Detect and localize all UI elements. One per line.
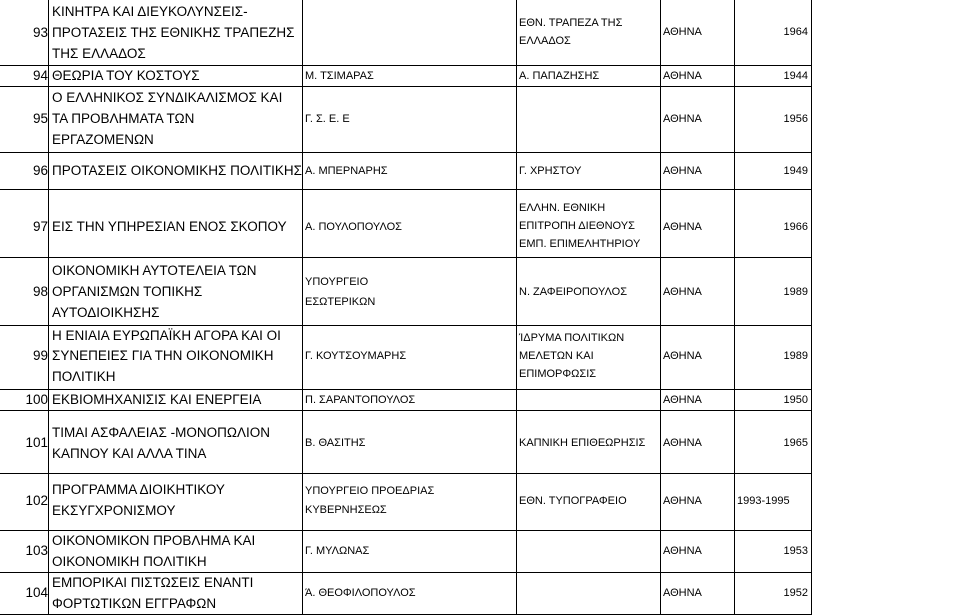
row-number: 103 bbox=[25, 543, 48, 558]
city: ΑΘΗΝΑ bbox=[663, 26, 702, 38]
table-row bbox=[0, 474, 812, 531]
row-number: 98 bbox=[32, 284, 48, 299]
title-line: ΕΚΒΙΟΜΗΧΑΝΙΣΙΣ ΚΑΙ ΕΝΕΡΓΕΙΑ bbox=[52, 392, 262, 407]
year: 1953 bbox=[783, 545, 808, 557]
title-line: ΤΗΣ ΕΛΛΑΔΟΣ bbox=[52, 46, 146, 61]
title-line: ΟΙΚΟΝΟΜΙΚΗ ΑΥΤΟΤΕΛΕΙΑ ΤΩΝ bbox=[52, 263, 257, 278]
publisher-line: ΚΑΠΝΙΚΗ ΕΠΙΘΕΩΡΗΣΙΣ bbox=[519, 437, 646, 449]
title-line: ΚΑΠΝΟΥ ΚΑΙ ΑΛΛΑ ΤΙΝΑ bbox=[52, 446, 207, 461]
table-row bbox=[0, 0, 812, 66]
table-row bbox=[0, 258, 812, 326]
title-line: ΕΜΠΟΡΙΚΑΙ ΠΙΣΤΩΣΕΙΣ ΕΝΑΝΤΙ bbox=[52, 575, 254, 590]
title-line: ΚΙΝΗΤΡΑ ΚΑΙ ΔΙΕΥΚΟΛΥΝΣΕΙΣ- bbox=[52, 4, 248, 19]
city: ΑΘΗΝΑ bbox=[663, 495, 702, 507]
publisher-line: ΕΜΠ. ΕΠΙΜΕΛΗΤΗΡΙΟΥ bbox=[519, 238, 641, 250]
city: ΑΘΗΝΑ bbox=[663, 286, 702, 298]
author: Α. ΠΟΥΛΟΠΟΥΛΟΣ bbox=[305, 221, 402, 233]
row-number: 99 bbox=[32, 348, 48, 363]
title-line: ΟΡΓΑΝΙΣΜΩΝ ΤΟΠΙΚΗΣ bbox=[52, 284, 203, 299]
author: Β. ΘΑΣΙΤΗΣ bbox=[305, 437, 366, 449]
title-line: ΦΟΡΤΩΤΙΚΩΝ ΕΓΓΡΑΦΩΝ bbox=[52, 596, 217, 611]
publisher-line: ΕΘΝ. ΤΥΠΟΓΡΑΦΕΙΟ bbox=[519, 495, 627, 507]
year: 1964 bbox=[783, 26, 808, 38]
row-number: 104 bbox=[25, 585, 48, 600]
year: 1993-1995 bbox=[737, 495, 790, 507]
year: 1944 bbox=[783, 70, 808, 82]
author: Γ. ΚΟΥΤΣΟΥΜΑΡΗΣ bbox=[305, 350, 407, 362]
table-row bbox=[0, 190, 812, 258]
table-row bbox=[0, 390, 812, 411]
title-line: ΟΙΚΟΝΟΜΙΚΟΝ ΠΡΟΒΛΗΜΑ ΚΑΙ bbox=[52, 533, 256, 548]
title-line: ΤΑ ΠΡΟΒΛΗΜΑΤΑ ΤΩΝ bbox=[52, 111, 195, 126]
publisher-line: ΕΠΙΜΟΡΦΩΣΙΣ bbox=[519, 368, 597, 380]
year: 1989 bbox=[783, 286, 808, 298]
publisher-line: Α. ΠΑΠΑΖΗΣΗΣ bbox=[519, 70, 600, 82]
row-number: 102 bbox=[25, 493, 48, 508]
author-line: ΥΠΟΥΡΓΕΙΟ bbox=[305, 276, 369, 288]
author: Γ. ΜΥΛΩΝΑΣ bbox=[305, 545, 370, 557]
publisher-line: Γ. ΧΡΗΣΤΟΥ bbox=[519, 165, 582, 177]
table-row bbox=[0, 87, 812, 153]
row-number: 101 bbox=[25, 435, 48, 450]
title-line: Η ΕΝΙΑΙΑ ΕΥΡΩΠΑΪΚΗ ΑΓΟΡΑ ΚΑΙ ΟΙ bbox=[52, 328, 281, 343]
row-number: 95 bbox=[32, 111, 48, 126]
title-line: ΑΥΤΟΔΙΟΙΚΗΣΗΣ bbox=[52, 305, 160, 320]
author: Α. ΜΠΕΡΝΑΡΗΣ bbox=[305, 165, 388, 177]
year: 1952 bbox=[783, 587, 808, 599]
city: ΑΘΗΝΑ bbox=[663, 350, 702, 362]
author: Π. ΣΑΡΑΝΤΟΠΟΥΛΟΣ bbox=[305, 394, 416, 406]
author: Μ. ΤΣΙΜΑΡΑΣ bbox=[305, 70, 374, 82]
title-line: ΕΚΣΥΓΧΡΟΝΙΣΜΟΥ bbox=[52, 503, 176, 518]
author-line: ΥΠΟΥΡΓΕΙΟ ΠΡΟΕΔΡΙΑΣ bbox=[305, 485, 435, 497]
table-row bbox=[0, 411, 812, 474]
city: ΑΘΗΝΑ bbox=[663, 165, 702, 177]
city: ΑΘΗΝΑ bbox=[663, 70, 702, 82]
publisher-line: ΕΛΛΑΔΟΣ bbox=[519, 35, 571, 47]
publisher-line: Ν. ΖΑΦΕΙΡΟΠΟΥΛΟΣ bbox=[519, 286, 627, 298]
year: 1989 bbox=[783, 350, 808, 362]
table-row bbox=[0, 153, 812, 190]
city: ΑΘΗΝΑ bbox=[663, 221, 702, 233]
title-line: ΠΡΟΓΡΑΜΜΑ ΔΙΟΙΚΗΤΙΚΟΥ bbox=[52, 482, 225, 497]
publisher-line: ΕΠΙΤΡΟΠΗ ΔΙΕΘΝΟΥΣ bbox=[519, 220, 635, 232]
title-line: ΠΟΛΙΤΙΚΗ bbox=[52, 369, 116, 384]
city: ΑΘΗΝΑ bbox=[663, 394, 702, 406]
year: 1956 bbox=[783, 113, 808, 125]
title-line: ΟΙΚΟΝΟΜΙΚΗ ΠΟΛΙΤΙΚΗ bbox=[52, 554, 207, 569]
row-number: 94 bbox=[32, 68, 48, 83]
publisher-line: ΕΘΝ. ΤΡΑΠΕΖΑ ΤΗΣ bbox=[519, 17, 623, 29]
year: 1950 bbox=[783, 394, 808, 406]
title-line: ΠΡΟΤΑΣΕΙΣ ΤΗΣ ΕΘΝΙΚΗΣ ΤΡΑΠΕΖΗΣ bbox=[52, 25, 295, 40]
author-line: ΕΣΩΤΕΡΙΚΩΝ bbox=[305, 296, 376, 308]
title-line: ΠΡΟΤΑΣΕΙΣ ΟΙΚΟΝΟΜΙΚΗΣ ΠΟΛΙΤΙΚΗΣ bbox=[52, 163, 303, 178]
title-line: ΘΕΩΡΙΑ ΤΟΥ ΚΟΣΤΟΥΣ bbox=[52, 68, 200, 83]
table-row bbox=[0, 573, 812, 615]
table-row bbox=[0, 326, 812, 390]
publisher-line: ΊΔΡΥΜΑ ΠΟΛΙΤΙΚΩΝ bbox=[519, 332, 625, 344]
city: ΑΘΗΝΑ bbox=[663, 587, 702, 599]
city: ΑΘΗΝΑ bbox=[663, 545, 702, 557]
publisher-line: ΜΕΛΕΤΩΝ ΚΑΙ bbox=[519, 350, 594, 362]
row-number: 93 bbox=[32, 25, 48, 40]
title-line: Ο ΕΛΛΗΝΙΚΟΣ ΣΥΝΔΙΚΑΛΙΣΜΟΣ ΚΑΙ bbox=[52, 90, 283, 105]
year: 1965 bbox=[783, 437, 808, 449]
row-number: 96 bbox=[32, 163, 48, 178]
author: Γ. Σ. Ε. Ε bbox=[305, 113, 350, 125]
city: ΑΘΗΝΑ bbox=[663, 113, 702, 125]
city: ΑΘΗΝΑ bbox=[663, 437, 702, 449]
table-row bbox=[0, 66, 812, 87]
row-number: 97 bbox=[32, 219, 48, 234]
title-line: ΤΙΜΑΙ ΑΣΦΑΛΕΙΑΣ -ΜΟΝΟΠΩΛΙΟΝ bbox=[52, 425, 270, 440]
title-line: ΣΥΝΕΠΕΙΕΣ ΓΙΑ ΤΗΝ ΟΙΚΟΝΟΜΙΚΗ bbox=[52, 348, 274, 363]
title-line: ΕΡΓΑΖΟΜΕΝΩΝ bbox=[52, 132, 154, 147]
row-number: 100 bbox=[25, 392, 48, 407]
author-line: ΚΥΒΕΡΝΗΣΕΩΣ bbox=[305, 504, 387, 516]
author: Ά. ΘΕΟΦΙΛΟΠΟΥΛΟΣ bbox=[305, 587, 416, 599]
year: 1966 bbox=[783, 221, 808, 233]
publisher-line: ΕΛΛΗΝ. ΕΘΝΙΚΗ bbox=[519, 202, 606, 214]
year: 1949 bbox=[783, 165, 808, 177]
table-row bbox=[0, 531, 812, 573]
title-line: ΕΙΣ ΤΗΝ ΥΠΗΡΕΣΙΑΝ ΕΝΟΣ ΣΚΟΠΟΥ bbox=[52, 219, 287, 234]
